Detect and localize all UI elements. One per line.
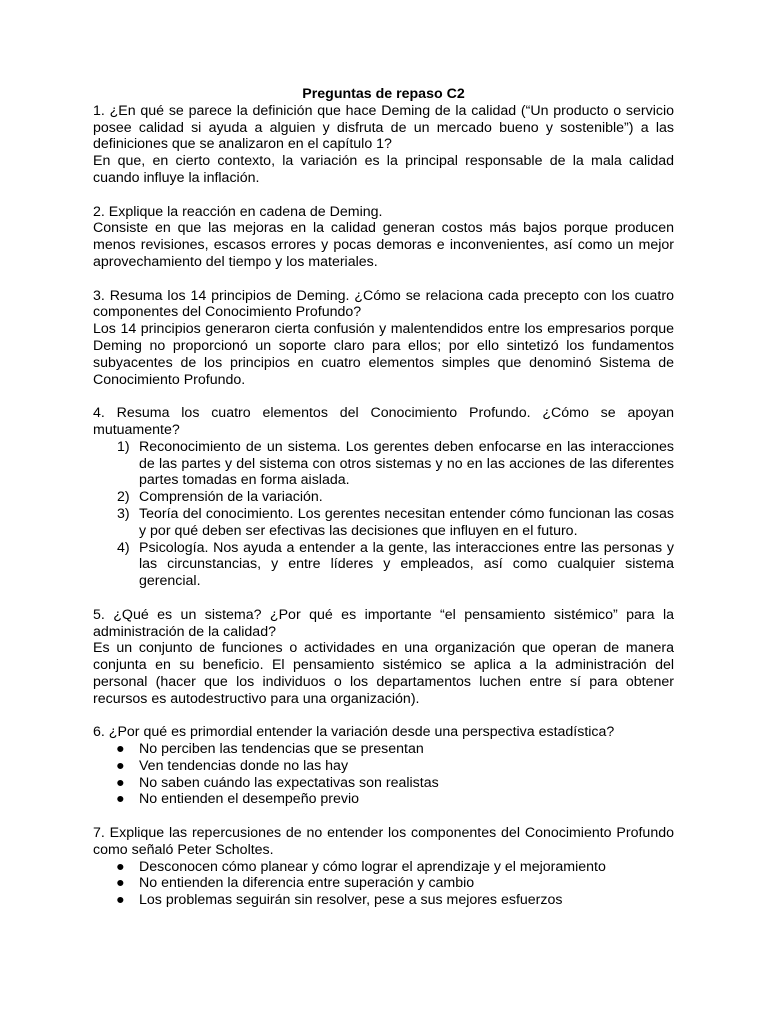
list-item-text: No entienden el desempeño previo xyxy=(139,791,360,808)
bullet-list-item xyxy=(93,741,674,758)
list-item-text: No perciben las tendencias que se presentan xyxy=(139,741,424,758)
question-3-text: 3. Resuma los 14 principios de Deming. ¿Cómo se relaciona cada precepto con los cuatro componentes del Conocimiento Profundo? xyxy=(93,287,674,321)
bullet-list-item xyxy=(93,859,674,876)
list-item-text: Ven tendencias donde no las hay xyxy=(139,757,349,774)
bullet-icon: ● xyxy=(116,741,125,758)
question-2-section xyxy=(93,204,674,271)
question-7-text: 7. Explique las repercusiones de no entender los componentes del Conocimiento Profundo como señaló Peter Scholtes. xyxy=(93,825,674,858)
question-6-text: 6. ¿Por qué es primordial entender la variación desde una perspectiva estadística? xyxy=(93,724,615,741)
numbered-list-item xyxy=(93,489,674,506)
list-item-text: Teoría del conocimiento. Los gerentes necesitan entender cómo funcionan las cosas y por qué deben ser efectivas las decisiones que influyen en el futuro. xyxy=(139,505,674,539)
bullet-list-item xyxy=(93,775,674,792)
question-4-text: 4. Resuma los cuatro elementos del Conocimiento Profundo. ¿Cómo se apoyan mutuamente? xyxy=(93,405,674,438)
list-item-text: Psicología. Nos ayuda a entender a la gente, las interacciones entre las personas y las circunstancias, y entre líderes y empleados, así como cualquier sistema gerencial. xyxy=(139,539,674,590)
list-item-text: No saben cuándo las expectativas son realistas xyxy=(139,774,439,791)
bullet-icon: ● xyxy=(116,875,125,892)
answer-1-text: En que, en cierto contexto, la variación es la principal responsable de la mala calidad cuando influye la inflación. xyxy=(93,153,674,186)
list-number: 2) xyxy=(117,489,130,506)
question-5-text: 5. ¿Qué es un sistema? ¿Por qué es importante “el pensamiento sistémico” para la administración de la calidad? xyxy=(93,606,674,640)
bullet-icon: ● xyxy=(116,791,125,808)
question-3-section xyxy=(93,288,674,389)
document-title: Preguntas de repaso C2 xyxy=(302,86,465,102)
question-2-text: 2. Explique la reacción en cadena de Deming. xyxy=(93,203,383,220)
bullet-list-item xyxy=(93,892,674,909)
list-item-text: No entienden la diferencia entre superación y cambio xyxy=(139,875,475,892)
list-number: 4) xyxy=(117,539,130,556)
list-item-text: Los problemas seguirán sin resolver, pese a sus mejores esfuerzos xyxy=(139,892,563,909)
answer-5-text: Es un conjunto de funciones o actividades en una organización que operan de manera conjunta en su beneficio. El pensamiento sistémico se aplica a la administración del personal (hacer que los individuos o los departamentos luchen entre sí para obtener recursos es autodestructivo para una organización). xyxy=(93,640,674,707)
numbered-list-item xyxy=(93,506,674,540)
numbered-list-item xyxy=(93,439,674,489)
bullet-list-item xyxy=(93,791,674,808)
list-item-text: Comprensión de la variación. xyxy=(139,489,323,506)
question-4-section xyxy=(93,405,674,590)
list-number: 1) xyxy=(117,438,130,455)
question-7-section xyxy=(93,825,674,909)
question-1-section xyxy=(93,103,674,187)
list-item-text: Desconocen cómo planear y cómo lograr el aprendizaje y el mejoramiento xyxy=(139,858,606,875)
list-item-text: Reconocimiento de un sistema. Los gerentes deben enfocarse en las interacciones de las partes y del sistema con otros sistemas y no en las acciones de las diferentes partes tomadas en forma aislada. xyxy=(139,438,674,489)
question-1-text: 1. ¿En qué se parece la definición que hace Deming de la calidad (“Un producto o servicio posee calidad si ayuda a alguien y disfruta de un mercado bueno y sostenible”) a las definiciones que se analizaron en el capítulo 1? xyxy=(93,102,674,153)
bullet-icon: ● xyxy=(116,757,125,774)
numbered-list xyxy=(93,439,674,590)
bullet-list xyxy=(93,741,674,808)
answer-3-text: Los 14 principios generaron cierta confusión y malentendidos entre los empresarios porque Deming no proporcionó un soporte claro para ellos; por ello sintetizó los fundamentos subyacentes de los principios en cuatro elementos simples que denominó Sistema de Conocimiento Profundo. xyxy=(93,321,674,388)
list-number: 3) xyxy=(117,505,130,522)
question-5-section xyxy=(93,607,674,708)
numbered-list-item xyxy=(93,540,674,590)
bullet-list-item xyxy=(93,875,674,892)
bullet-icon: ● xyxy=(116,892,125,909)
answer-2-text: Consiste en que las mejoras en la calidad generan costos más bajos porque producen menos revisiones, escasos errores y pocas demoras e inconvenientes, así como un mejor aprovechamiento del tiempo y los materiales. xyxy=(93,220,674,270)
question-6-section xyxy=(93,724,674,808)
bullet-icon: ● xyxy=(116,774,125,791)
document-page xyxy=(93,86,674,926)
bullet-list-item xyxy=(93,758,674,775)
bullet-icon: ● xyxy=(116,858,125,875)
bullet-list xyxy=(93,859,674,909)
